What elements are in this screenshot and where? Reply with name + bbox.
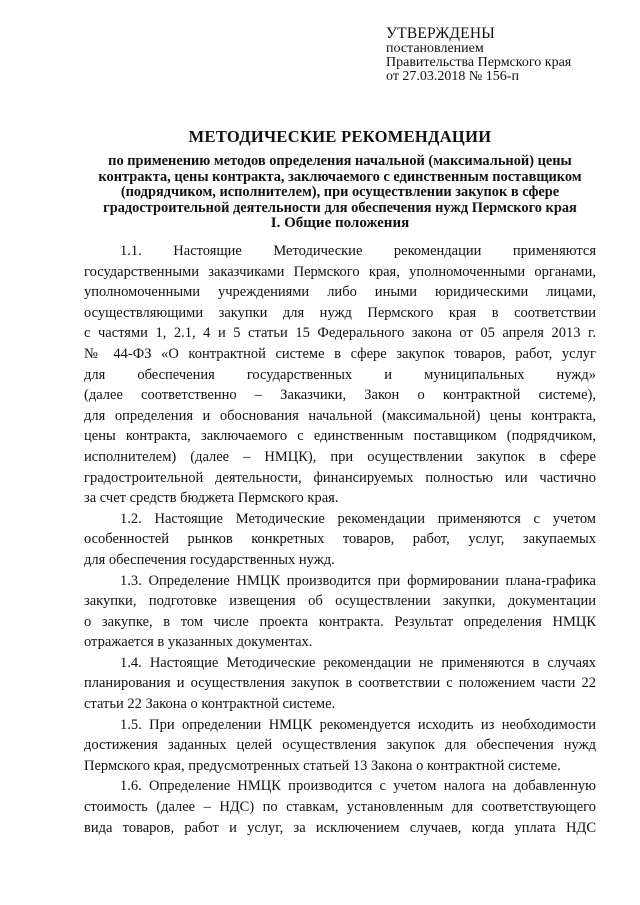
approval-stamp xyxy=(386,25,616,84)
paragraph xyxy=(84,653,596,715)
subtitle-line: контракта, цены контракта, заключаемого с единственным поставщиком xyxy=(98,168,582,185)
paragraph xyxy=(84,715,596,777)
paragraph-first-line: 1.3. Определение НМЦК производится при формировании плана-графика xyxy=(120,572,596,589)
paragraph-line: для обеспечения государственных и муниципальных нужд» xyxy=(84,366,596,383)
paragraph xyxy=(84,571,596,653)
paragraph-line: за счет средств бюджета Пермского края. xyxy=(84,490,339,507)
document-title-block xyxy=(80,127,600,216)
paragraph-first-line: 1.4. Настоящие Методические рекомендации не применяются в случаях xyxy=(120,654,596,671)
paragraph-first-line: 1.6. Определение НМЦК производится с учетом налога на добавленную xyxy=(120,778,596,795)
paragraph-line: достижения заданных целей осуществления закупок для обеспечения нужд xyxy=(84,737,596,754)
paragraph-line: цены контракта, заключаемого с единственным поставщиком (подрядчиком, xyxy=(84,428,596,445)
subtitle-line: по применению методов определения начальной (максимальной) цены xyxy=(108,153,572,169)
paragraph-line: исполнителем) (далее – НМЦК), при осуществлении закупок в сфере xyxy=(84,448,596,465)
approval-status: УТВЕРЖДЕНЫ xyxy=(386,25,495,42)
paragraph-line: планирования и осуществления закупок в соответствии с положением части 22 xyxy=(84,675,596,692)
paragraph-line: статьи 22 Закона о контрактной системе. xyxy=(84,696,336,713)
subtitle-line: градостроительной деятельности для обеспечения нужд Пермского края xyxy=(103,199,577,216)
paragraph xyxy=(84,776,596,838)
paragraph-first-line: 1.1. Настоящие Методические рекомендации применяются xyxy=(120,243,596,259)
paragraph-line: государственными заказчиками Пермского края, уполномоченными органами, xyxy=(84,263,596,280)
paragraph-line: осуществляющими закупки для нужд Пермского края в соответствии xyxy=(84,304,596,321)
document-title: МЕТОДИЧЕСКИЕ РЕКОМЕНДАЦИИ xyxy=(188,127,492,146)
document-body xyxy=(84,241,596,838)
approval-line: постановлением xyxy=(386,41,484,56)
paragraph-line: Пермского края, предусмотренных статьей 13 Закона о контрактной системе. xyxy=(84,757,561,774)
paragraph-line: градостроительной деятельности, финансируемых полностью или частично xyxy=(84,469,596,486)
paragraph-line: уполномоченными учреждениями либо иными юридическими лицами, xyxy=(84,284,596,301)
paragraph xyxy=(84,509,596,571)
paragraph-line: вида товаров, работ и услуг, за исключением случаев, когда уплата НДС xyxy=(84,819,596,836)
paragraph-first-line: 1.2. Настоящие Методические рекомендации применяются с учетом xyxy=(120,510,596,527)
paragraph-line: № 44-ФЗ «О контрактной системе в сфере закупок товаров, работ, услуг xyxy=(84,345,596,362)
approval-date-number: от 27.03.2018 № 156-п xyxy=(386,69,519,84)
paragraph-line: для обеспечения государственных нужд. xyxy=(84,551,335,568)
paragraph-line: закупки, подготовке извещения об осуществлении закупки, документации xyxy=(84,593,596,610)
subtitle-line: (подрядчиком, исполнителем), при осуществлении закупок в сфере xyxy=(120,184,560,201)
paragraph-line: отражается в указанных документах. xyxy=(84,634,313,651)
paragraph-line: стоимость (далее – НДС) по ставкам, установленным для соответствующего xyxy=(84,799,596,816)
paragraph-line: особенностей рынков конкретных товаров, работ, услуг, закупаемых xyxy=(84,531,596,548)
paragraph xyxy=(84,241,596,509)
paragraph-line: (далее соответственно – Заказчики, Закон о контрактной системе), xyxy=(84,387,596,404)
approval-line: Правительства Пермского края xyxy=(386,55,572,70)
paragraph-first-line: 1.5. При определении НМЦК рекомендуется исходить из необходимости xyxy=(120,716,596,733)
paragraph-line: с частями 1, 2.1, 4 и 5 статьи 15 Федерального закона от 05 апреля 2013 г. xyxy=(84,325,596,342)
document-subtitle xyxy=(80,154,600,216)
paragraph-line: для определения и обоснования начальной (максимальной) цены контракта, xyxy=(84,407,596,424)
paragraph-line: о закупке, в том числе проекта контракта. Результат определения НМЦК xyxy=(84,613,596,630)
section-heading: I. Общие положения xyxy=(270,215,410,231)
